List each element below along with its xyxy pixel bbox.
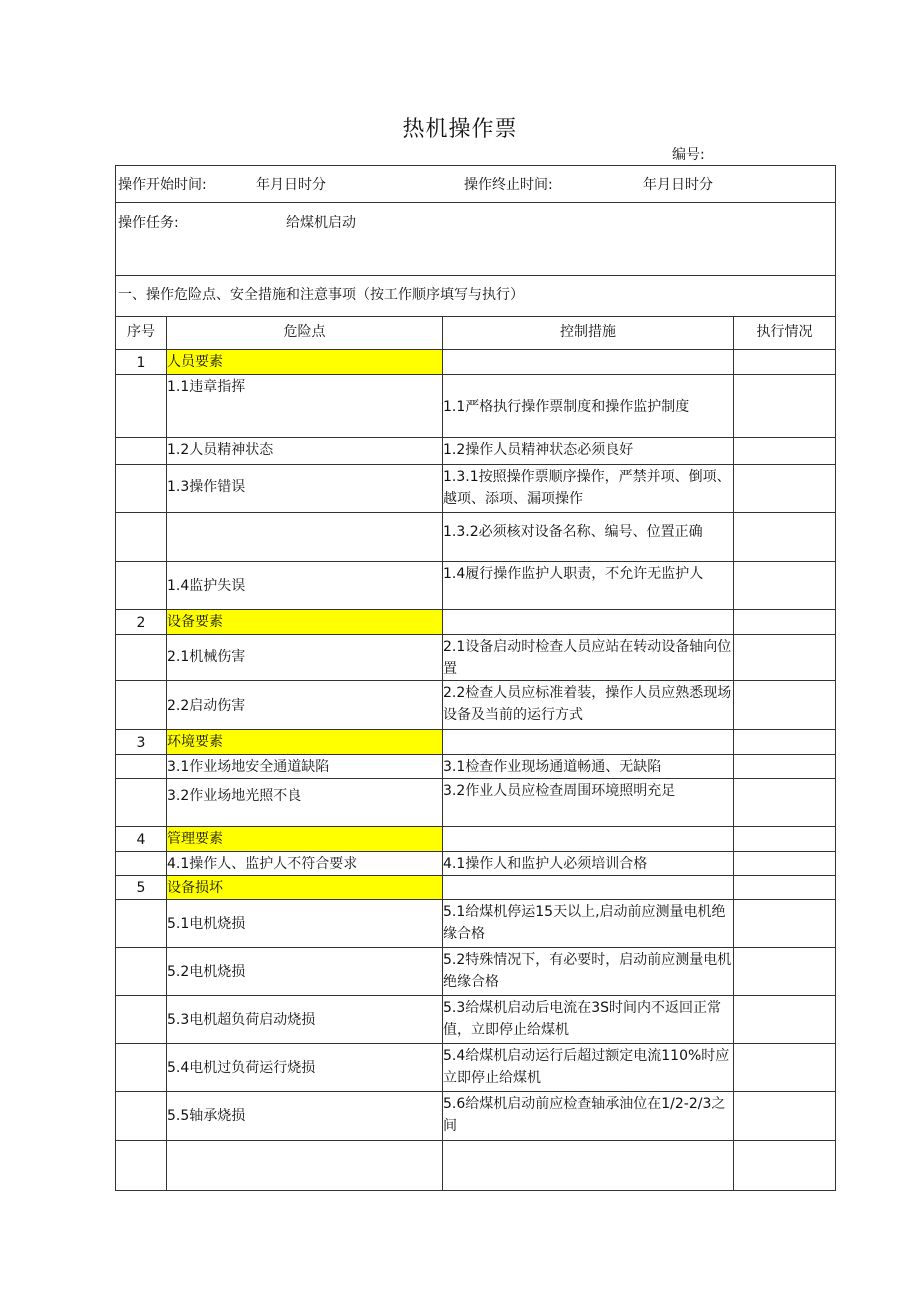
column-header-hazard: 危险点	[283, 324, 326, 340]
row-divider	[116, 349, 835, 350]
execution-status-cell[interactable]	[734, 1141, 834, 1179]
control-measure-text: 3.2作业人员应检查周围环境照明充足	[443, 783, 676, 799]
execution-status-cell[interactable]	[734, 610, 834, 635]
row-divider	[116, 851, 835, 852]
control-measure-text: 5.4给煤机启动运行后超过额定电流110%时应立即停止给煤机	[443, 1048, 730, 1086]
task-label: 操作任务:	[118, 215, 179, 231]
operation-ticket-form	[115, 165, 836, 1191]
row-divider	[116, 437, 835, 438]
execution-status-cell[interactable]	[734, 1092, 834, 1141]
execution-status-cell[interactable]	[734, 465, 834, 513]
category-label: 设备损坏	[167, 880, 223, 896]
row-divider	[116, 995, 835, 996]
execution-status-cell[interactable]	[734, 852, 834, 876]
hazard-text: 5.1电机烧损	[167, 916, 246, 932]
control-measure-text: 3.1检查作业现场通道畅通、无缺陷	[443, 759, 662, 775]
category-label: 人员要素	[167, 354, 223, 370]
category-label: 环境要素	[167, 734, 223, 750]
row-number: 3	[136, 734, 146, 751]
row-divider	[116, 464, 835, 465]
row-divider	[116, 374, 835, 375]
hazard-text: 1.2人员精神状态	[167, 442, 274, 458]
row-divider	[116, 1043, 835, 1044]
row-divider	[116, 561, 835, 562]
execution-status-cell[interactable]	[734, 513, 834, 562]
row-divider	[116, 1140, 835, 1141]
control-measure-text: 1.4履行操作监护人职责，不允许无监护人	[443, 566, 704, 582]
row-divider	[116, 512, 835, 513]
execution-status-cell[interactable]	[734, 562, 834, 610]
control-measure-text: 1.2操作人员精神状态必须良好	[443, 442, 634, 458]
execution-status-cell[interactable]	[734, 681, 834, 730]
row-divider	[116, 826, 835, 827]
control-measure-text: 1.3.2必须核对设备名称、编号、位置正确	[443, 524, 703, 540]
hazard-text: 5.2电机烧损	[167, 964, 246, 980]
hazard-text: 5.5轴承烧损	[167, 1108, 246, 1124]
row-number: 2	[136, 614, 146, 631]
divider	[116, 275, 835, 276]
hazard-text: 5.3电机超负荷启动烧损	[167, 1012, 316, 1028]
hazard-text: 4.1操作人、监护人不符合要求	[167, 856, 358, 872]
row-number: 1	[136, 354, 146, 371]
column-header-control: 控制措施	[560, 324, 616, 340]
execution-status-cell[interactable]	[734, 635, 834, 681]
divider	[116, 202, 835, 203]
hazard-text: 3.1作业场地安全通道缺陷	[167, 759, 330, 775]
column-divider	[733, 316, 734, 1190]
row-divider	[116, 947, 835, 948]
row-divider	[116, 899, 835, 900]
hazard-text: 1.1违章指挥	[167, 379, 246, 395]
execution-status-cell[interactable]	[734, 730, 834, 755]
row-divider	[116, 1091, 835, 1092]
end-time-label: 操作终止时间:	[464, 177, 553, 193]
row-divider	[116, 778, 835, 779]
execution-status-cell[interactable]	[734, 755, 834, 779]
column-divider	[166, 316, 167, 1190]
execution-status-cell[interactable]	[734, 948, 834, 996]
divider	[116, 316, 835, 317]
control-measure-text: 5.6给煤机启动前应检查轴承油位在1/2-2/3之间	[443, 1096, 726, 1134]
row-divider	[116, 729, 835, 730]
execution-status-cell[interactable]	[734, 1044, 834, 1092]
control-measure-text: 1.1严格执行操作票制度和操作监护制度	[443, 399, 690, 415]
column-header-status: 执行情况	[756, 324, 813, 340]
row-divider	[116, 680, 835, 681]
row-divider	[116, 754, 835, 755]
execution-status-cell[interactable]	[734, 876, 834, 900]
control-measure-text: 2.1设备启动时检查人员应站在转动设备轴向位置	[443, 639, 732, 677]
hazard-text: 2.2启动伤害	[167, 698, 246, 714]
control-measure-text: 5.2特殊情况下，有必要时，启动前应测量电机绝缘合格	[443, 952, 732, 990]
execution-status-cell[interactable]	[734, 438, 834, 465]
row-divider	[116, 634, 835, 635]
end-time-value[interactable]: 年月日时分	[643, 177, 713, 193]
execution-status-cell[interactable]	[734, 375, 834, 438]
category-label: 设备要素	[167, 614, 223, 630]
start-time-value[interactable]: 年月日时分	[256, 177, 326, 193]
execution-status-cell[interactable]	[734, 996, 834, 1044]
column-header-no: 序号	[127, 324, 155, 340]
row-divider	[116, 609, 835, 610]
hazard-text: 1.4监护失误	[167, 578, 246, 594]
column-divider	[442, 316, 443, 1190]
section-title: 一、操作危险点、安全措施和注意事项（按工作顺序填写与执行）	[118, 287, 524, 303]
page-title: 热机操作票	[402, 117, 518, 142]
category-label: 管理要素	[167, 831, 223, 847]
execution-status-cell[interactable]	[734, 900, 834, 948]
hazard-text: 3.2作业场地光照不良	[167, 788, 302, 804]
control-measure-text: 4.1操作人和监护人必须培训合格	[443, 856, 648, 872]
row-number: 5	[136, 880, 146, 896]
task-value[interactable]: 给煤机启动	[286, 215, 356, 231]
execution-status-cell[interactable]	[734, 827, 834, 852]
control-measure-text: 5.1给煤机停运15天以上,启动前应测量电机绝缘合格	[443, 904, 726, 942]
row-number: 4	[136, 831, 146, 848]
control-measure-text: 2.2检查人员应标准着装，操作人员应熟悉现场设备及当前的运行方式	[443, 685, 732, 723]
execution-status-cell[interactable]	[734, 779, 834, 827]
control-measure-text: 1.3.1按照操作票顺序操作，严禁并项、倒项、越项、添项、漏项操作	[443, 469, 731, 507]
row-divider	[116, 875, 835, 876]
hazard-text: 5.4电机过负荷运行烧损	[167, 1060, 316, 1076]
control-measure-text: 5.3给煤机启动后电流在3S时间内不返回正常值，立即停止给煤机	[443, 1000, 722, 1038]
start-time-label: 操作开始时间:	[118, 177, 207, 193]
hazard-text: 1.3操作错误	[167, 479, 246, 495]
serial-number-label: 编号:	[672, 147, 705, 163]
execution-status-cell[interactable]	[734, 350, 834, 375]
hazard-text: 2.1机械伤害	[167, 649, 246, 665]
